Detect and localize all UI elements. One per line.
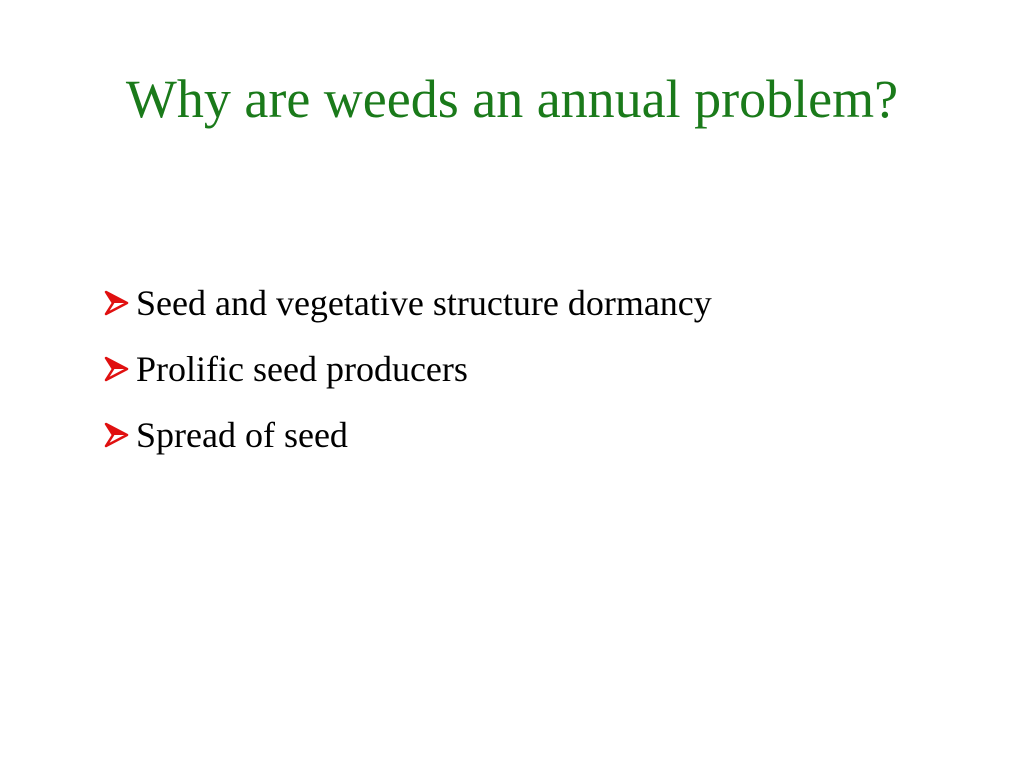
bullet-text: Spread of seed <box>136 415 348 455</box>
bullet-list <box>100 270 960 468</box>
bullet-text: Prolific seed producers <box>136 349 468 389</box>
bullet-item <box>100 402 960 468</box>
bullet-item <box>100 336 960 402</box>
bullet-text: Seed and vegetative structure dormancy <box>136 283 712 323</box>
arrow-bullet-icon <box>100 419 132 451</box>
bullet-item <box>100 270 960 336</box>
arrow-bullet-icon <box>100 353 132 385</box>
arrow-bullet-icon <box>100 287 132 319</box>
slide-title: Why are weeds an annual problem? <box>125 69 899 129</box>
